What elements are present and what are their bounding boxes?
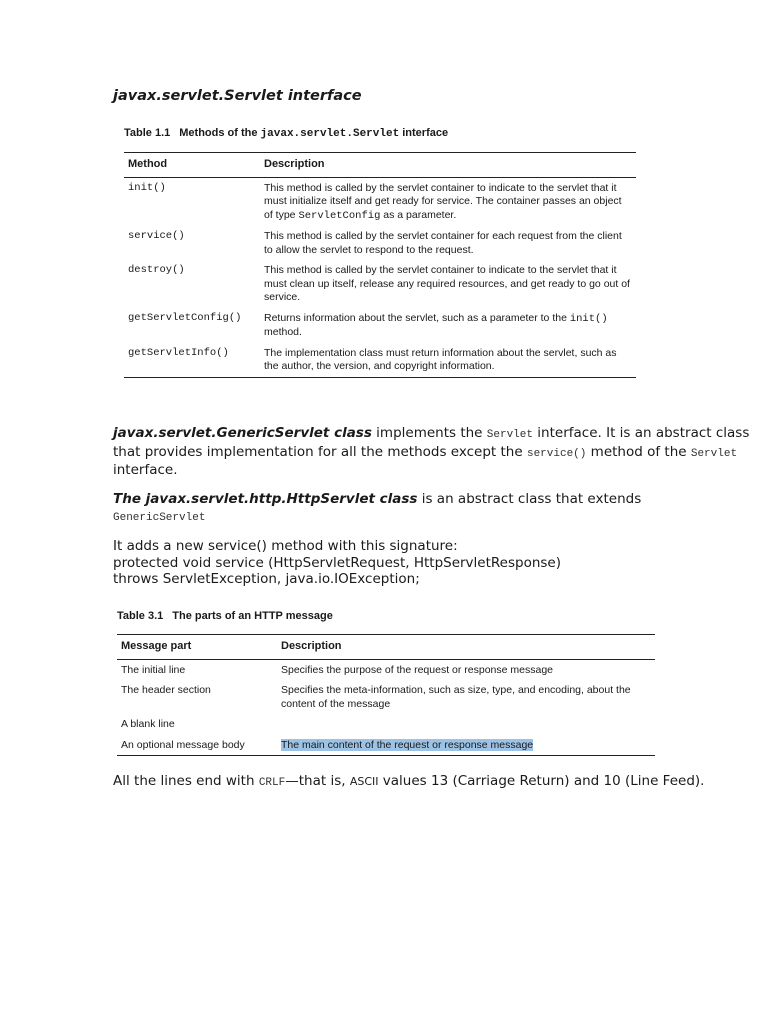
table-row: [124, 343, 636, 378]
column-header-description: Description: [277, 635, 655, 660]
table-row: [124, 308, 636, 343]
paragraph-text: All the lines end with: [113, 773, 259, 789]
method-cell: getServletInfo(): [124, 343, 260, 378]
paragraph-text: values 13 (Carriage Return) and 10 (Line Feed).: [378, 773, 705, 789]
inline-code: service(): [526, 447, 587, 460]
column-header-method: Method: [124, 153, 260, 178]
http-servlet-paragraph: [113, 491, 753, 526]
table-1-caption-text: Methods of the: [179, 127, 261, 139]
table-1-caption-code: javax.servlet.Servlet: [260, 128, 400, 140]
inline-code: GenericServlet: [113, 511, 206, 524]
table-row: [124, 177, 636, 226]
table-1-caption-suffix: interface: [399, 127, 449, 139]
message-part-cell: The initial line: [121, 663, 186, 676]
description-cell: [277, 735, 655, 756]
inline-code: Servlet: [690, 447, 738, 460]
paragraph-text: implements the: [371, 425, 487, 441]
small-caps-text: ASCII: [349, 775, 379, 788]
description-code: init(): [569, 312, 608, 325]
description-cell: [260, 308, 636, 343]
highlighted-text[interactable]: The main content of the request or response message: [281, 738, 534, 751]
servlet-methods-table: [124, 152, 636, 378]
description-text: as a parameter.: [380, 208, 457, 221]
description-cell: The implementation class must return information about the servlet, such as the author, the version, and copyright information.: [260, 343, 636, 378]
description-cell: Specifies the purpose of the request or response message: [281, 663, 553, 676]
description-text: This method is called by the servlet container to indicate to the servlet that it must initialize itself and get ready for service. The container passes an object of type: [264, 181, 622, 221]
table-row: [124, 226, 636, 260]
table-1-number: Table 1.1: [124, 127, 171, 139]
inline-code: CRLF: [258, 777, 286, 789]
table-2-number: Table 3.1: [117, 610, 164, 622]
paragraph-text: method of the: [586, 443, 691, 460]
table-row: [124, 260, 636, 308]
table-header-row: [117, 635, 655, 660]
description-cell: Specifies the meta-information, such as size, type, and encoding, about the content of the message: [281, 684, 631, 710]
section-heading-servlet-interface: javax.servlet.Servlet interface: [113, 88, 362, 104]
paragraph-line: It adds a new service() method with this signature:: [113, 538, 458, 554]
description-cell: This method is called by the servlet container for each request from the client to allow the servlet to respond to the request.: [264, 230, 622, 256]
table-2-caption-text: The parts of an HTTP message: [172, 610, 333, 622]
description-cell: [277, 714, 655, 735]
inline-code: Servlet: [486, 429, 533, 441]
paragraph-text: interface. It is an abstract class that provides implementation for all the methods except the: [113, 425, 750, 460]
method-cell: destroy(): [128, 264, 185, 276]
table-2-caption: [117, 610, 333, 622]
paragraph-text: interface.: [113, 462, 178, 478]
method-cell: getServletConfig(): [128, 311, 242, 324]
table-header-row: [124, 153, 636, 178]
http-message-parts-table: [117, 634, 655, 756]
message-part-cell: A blank line: [121, 718, 175, 730]
table-row: [117, 659, 655, 680]
message-part-cell: The header section: [121, 684, 211, 696]
table-row: [117, 680, 655, 714]
generic-servlet-paragraph: [113, 425, 753, 479]
table-row: [117, 714, 655, 735]
column-header-message-part: Message part: [117, 635, 277, 660]
paragraph-text: —that is,: [285, 773, 350, 789]
description-cell: [260, 177, 636, 226]
method-cell: init(): [128, 181, 166, 194]
description-code: ServletConfig: [298, 209, 381, 222]
message-part-cell: An optional message body: [117, 735, 277, 756]
generic-servlet-term: javax.servlet.GenericServlet class: [113, 425, 372, 441]
description-text: method.: [264, 326, 302, 338]
paragraph-text: is an abstract class that extends: [417, 491, 642, 507]
table-1-caption: [124, 127, 448, 140]
paragraph-line: throws ServletException, java.io.IOException;: [113, 571, 420, 587]
service-signature-paragraph: [113, 538, 753, 588]
http-servlet-term: The javax.servlet.http.HttpServlet class: [113, 491, 418, 507]
method-cell: service(): [128, 230, 185, 242]
description-text: Returns information about the servlet, such as a parameter to the: [264, 311, 570, 324]
crlf-paragraph: [113, 773, 753, 792]
column-header-description: Description: [260, 153, 636, 178]
description-cell: This method is called by the servlet container to indicate to the servlet that it must clean up itself, release any required resources, and get ready to go out of service.: [264, 264, 630, 303]
table-row: [117, 735, 655, 756]
paragraph-line: protected void service (HttpServletRequest, HttpServletResponse): [113, 554, 562, 571]
